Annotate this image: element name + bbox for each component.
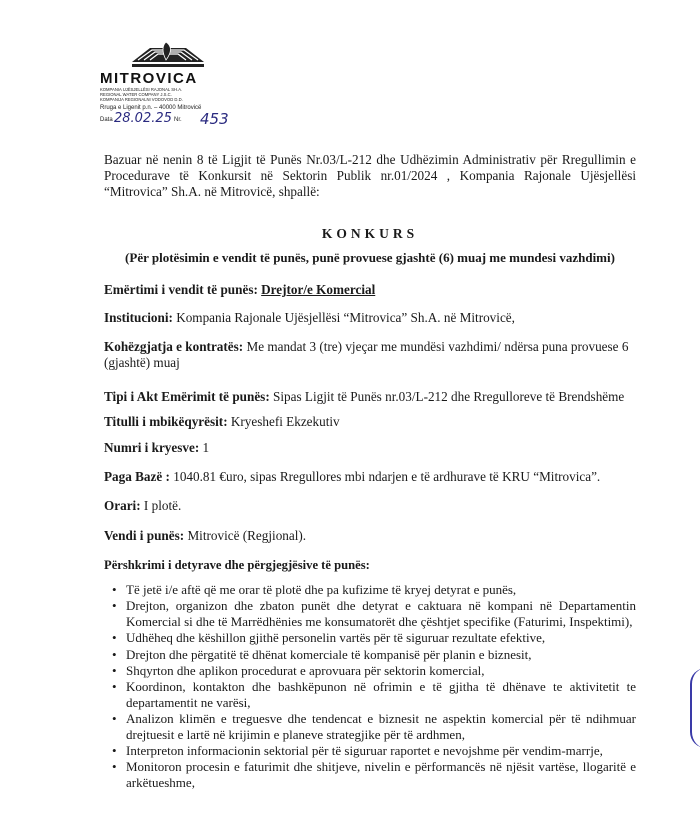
date-label: Data — [100, 117, 113, 123]
duties-heading: Përshkrimi i detyrave dhe përgjegjësive të punës: — [104, 558, 370, 572]
bullet-icon: • — [112, 630, 117, 646]
company-name: MITROVICA — [100, 70, 198, 87]
list-item — [104, 582, 636, 597]
salary-label: Paga Bazë : — [104, 469, 170, 484]
duration-field — [104, 339, 636, 371]
bullet-icon: • — [112, 646, 117, 662]
company-line: KOMPANIA UJËSJELLËSI RAJONAL SH.A. — [100, 87, 183, 92]
supervisor-value: Kryeshefi Ekzekutiv — [230, 414, 340, 429]
duty-text: Drejton, organizon dhe zbaton punët dhe detyrat e caktuara në kompani në Departamentin Komercial si dhe të Marrëdhënies me konsumatorët dhe çështjet specifike (Faturimi, Inspektimi), — [126, 598, 636, 629]
hours-field — [104, 498, 636, 514]
reference-line — [100, 110, 250, 129]
duty-text: Monitoron procesin e faturimit dhe shitjeve, nivelin e përformancës në njësit vartëse, llogaritë e arkëtueshme, — [126, 759, 636, 790]
position-value: Drejtor/e Komercial — [261, 282, 376, 297]
duty-text: Analizon klimën e treguesve dhe tendencat e biznesit ne aspektin komercial për të ndihmuar drejtuesit e lartë në krijimin e planeve strategjike për të ardhmen, — [126, 711, 636, 742]
duty-text: Drejton dhe përgatitë të dhënat komerciale të kompanisë për planin e biznesit, — [126, 646, 532, 662]
company-logo-icon — [128, 40, 208, 72]
bullet-icon: • — [112, 759, 117, 775]
position-label: Emërtimi i vendit të punës: — [104, 282, 258, 297]
letterhead — [100, 40, 250, 129]
bullet-icon: • — [112, 582, 117, 597]
list-item — [104, 759, 636, 790]
count-field — [104, 440, 636, 456]
position-field — [104, 282, 636, 298]
company-address: Rruga e Ligenit p.n. – 40000 Mitrovicë — [100, 105, 202, 111]
location-label: Vendi i punës: — [104, 528, 185, 543]
bullet-icon: • — [112, 598, 117, 614]
salary-value: 1040.81 €uro, sipas Rregullores mbi ndarjen e të ardhurave të KRU “Mitrovica”. — [173, 469, 601, 484]
location-field — [104, 528, 636, 544]
company-line: KOMPANIJA REGIONALNI VODOVOD D.D. — [100, 97, 183, 102]
bullet-icon: • — [112, 711, 117, 727]
supervisor-label: Titulli i mbikëqyrësit: — [104, 414, 228, 429]
list-item — [104, 663, 636, 678]
location-value: Mitrovicë (Regjional). — [187, 528, 307, 543]
hours-label: Orari: — [104, 498, 141, 513]
number-value: 453 — [200, 110, 229, 128]
intro-paragraph: Bazuar në nenin 8 të Ligjit të Punës Nr.03/L-212 dhe Udhëzimin Administrativ për Rregullimin e Procedurave të Konkursit në Sektorin Publik nr.01/2024 , Kompania Rajonale Ujësjellësi “Mitrovica” Sh.A. në Mitrovicë, shpallë: — [104, 152, 636, 199]
hours-value: I plotë. — [143, 498, 182, 513]
salary-field — [104, 469, 636, 485]
list-item — [104, 598, 636, 629]
bullet-icon: • — [112, 743, 117, 759]
appointment-label: Tipi i Akt Emërimit të punës: — [104, 389, 270, 404]
duties-list — [104, 582, 636, 791]
duty-text: Shqyrton dhe aplikon procedurat e aprovuara për sektorin komercial, — [126, 663, 485, 679]
company-name-lines — [100, 87, 250, 102]
duration-value: Me mandat 3 (tre) vjeçar me mundësi vazhdimi/ ndërsa puna provuese 6 (gjashtë) muaj — [104, 339, 629, 370]
institution-field — [104, 310, 636, 326]
duty-text: Koordinon, kontakton dhe bashkëpunon në ofrimin e të gjitha të dhënave te aktivitetit te departamentit ne varësi, — [126, 679, 636, 710]
document-title: KONKURS — [321, 226, 419, 241]
list-item — [104, 743, 636, 758]
document-subtitle: (Për plotësimin e vendit të punës, punë provuese gjashtë (6) muaj me mundesi vazhdimi) — [125, 250, 615, 265]
appointment-field — [104, 389, 636, 405]
supervisor-field — [104, 414, 636, 430]
count-label: Numri i kryesve: — [104, 440, 200, 455]
duty-text: Të jetë i/e aftë që me orar të plotë dhe pa kufizime të kryej detyrat e punës, — [126, 582, 517, 597]
duty-text: Interpreton informacionin sektorial për të siguruar raportet e nevojshme për vendim-marrje, — [126, 743, 603, 759]
duration-label: Kohëzgjatja e kontratës: — [104, 339, 244, 354]
list-item — [104, 679, 636, 710]
institution-label: Institucioni: — [104, 310, 173, 325]
institution-value: Kompania Rajonale Ujësjellësi “Mitrovica” Sh.A. në Mitrovicë, — [176, 310, 515, 325]
bullet-icon: • — [112, 663, 117, 679]
list-item — [104, 647, 636, 662]
appointment-value: Sipas Ligjit të Punës nr.03/L-212 dhe Rregulloreve të Brendshëme — [273, 389, 625, 404]
duty-text: Udhëheq dhe këshillon gjithë personelin vartës për të siguruar rezultate efektive, — [126, 630, 546, 646]
count-value: 1 — [202, 440, 210, 455]
list-item — [104, 630, 636, 645]
list-item — [104, 711, 636, 742]
stamp-edge — [690, 668, 700, 748]
company-line: REGIONAL WATER COMPANY J.S.C. — [100, 92, 172, 97]
bullet-icon: • — [112, 679, 117, 695]
date-value: 28.02.25 — [114, 111, 172, 126]
number-label: Nr. — [174, 117, 182, 123]
